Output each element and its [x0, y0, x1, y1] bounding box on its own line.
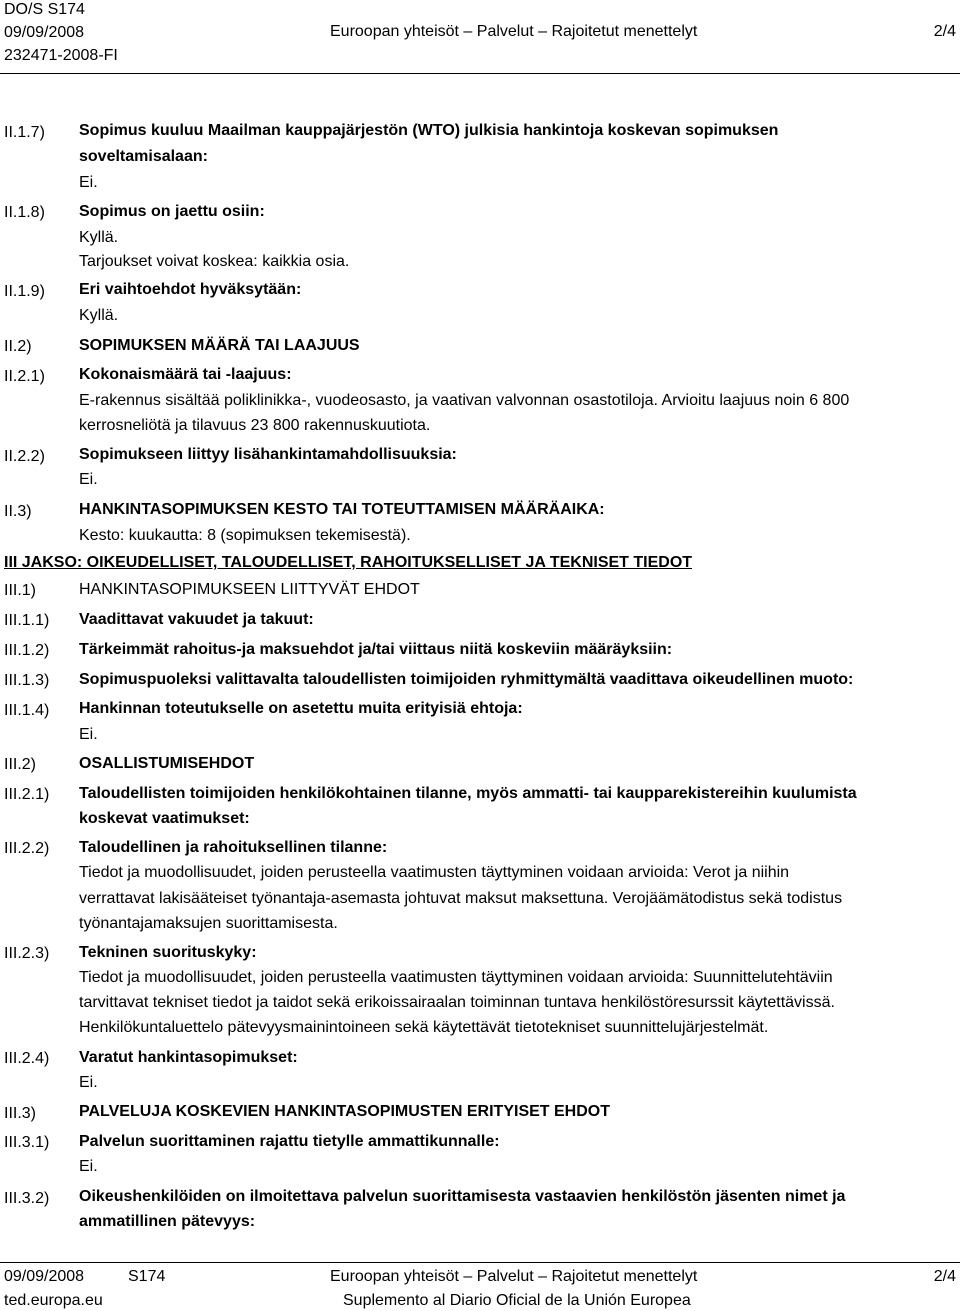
footer-rule	[0, 1262, 960, 1263]
item-number: III.1)	[4, 582, 37, 599]
item-number: III.2.4)	[4, 1050, 50, 1067]
item-text: E-rakennus sisältää poliklinikka-, vuodeosasto, ja vaativan valvonnan osastotiloja. Arvioitu laajuus noin 6 800	[79, 392, 850, 409]
item-text: ammatillinen pätevyys:	[79, 1213, 256, 1230]
item-text: soveltamisalaan:	[79, 148, 208, 165]
item-text: verrattavat lakisääteiset työnantaja-asemasta johtuvat maksut maksettuna. Verojäämätodistus sekä todistus	[79, 890, 843, 907]
item-number: II.2.2)	[4, 448, 45, 465]
footer-subtitle: Suplemento al Diario Oficial de la Unión Europea	[343, 1292, 691, 1309]
item-text: SOPIMUKSEN MÄÄRÄ TAI LAAJUUS	[79, 337, 360, 354]
section-heading: III JAKSO: OIKEUDELLISET, TALOUDELLISET, RAHOITUKSELLISET JA TEKNISET TIEDOT	[4, 554, 693, 571]
item-number: III.3.2)	[4, 1190, 50, 1207]
header-title: Euroopan yhteisöt – Palvelut – Rajoitetut menettelyt	[330, 23, 698, 40]
item-text: Ei.	[79, 174, 98, 191]
item-text: Ei.	[79, 726, 98, 743]
item-text: Taloudellinen ja rahoituksellinen tilanne:	[79, 839, 388, 856]
item-text: HANKINTASOPIMUKSEEN LIITTYVÄT EHDOT	[79, 581, 420, 598]
item-number: II.2)	[4, 338, 32, 355]
item-number: III.1.2)	[4, 642, 50, 659]
item-text: Tärkeimmät rahoitus-ja maksuehdot ja/tai viittaus niitä koskeviin määräyksiin:	[79, 641, 673, 658]
item-text: Sopimuspuoleksi valittavalta taloudellisten toimijoiden ryhmittymältä vaadittava oikeudellinen muoto:	[79, 671, 854, 688]
item-text: OSALLISTUMISEHDOT	[79, 755, 255, 772]
item-number: II.1.8)	[4, 204, 45, 221]
item-text: tarvittavat tekniset tiedot ja taidot sekä erikoissairaalan toiminnan tuntava henkilöstöresurssit käytettävissä.	[79, 994, 835, 1011]
item-text: Ei.	[79, 1158, 98, 1175]
item-number: II.1.9)	[4, 283, 45, 300]
item-number: III.2.1)	[4, 786, 50, 803]
item-text: Henkilökuntaluettelo pätevyysmainintoineen sekä käytettävät tietotekniset suunnittelujärjestelmät.	[79, 1019, 769, 1036]
item-text: Tekninen suorituskyky:	[79, 944, 257, 961]
item-text: Taloudellisten toimijoiden henkilökohtainen tilanne, myös ammatti- tai kaupparekistereihin kuulumista	[79, 785, 857, 802]
item-number: II.2.1)	[4, 368, 45, 385]
footer-page-number: 2/4	[933, 1268, 956, 1285]
item-text: Sopimus kuuluu Maailman kauppajärjestön (WTO) julkisia hankintoja koskevan sopimuksen	[79, 122, 779, 139]
item-text: Vaadittavat vakuudet ja takuut:	[79, 611, 314, 628]
document-id: DO/S S174	[4, 1, 85, 18]
item-text: Oikeushenkilöiden on ilmoitettava palvelun suorittamisesta vastaavien henkilöstön jäsenten nimet ja	[79, 1188, 846, 1205]
item-text: Kyllä.	[79, 307, 119, 324]
item-text: Eri vaihtoehdot hyväksytään:	[79, 281, 302, 298]
footer-title: Euroopan yhteisöt – Palvelut – Rajoitetut menettelyt	[330, 1268, 698, 1285]
item-text: HANKINTASOPIMUKSEN KESTO TAI TOTEUTTAMISEN MÄÄRÄAIKA:	[79, 501, 605, 518]
item-text: kerrosneliötä ja tilavuus 23 800 rakennuskuutiota.	[79, 417, 431, 434]
header-rule	[0, 73, 960, 74]
item-text: Hankinnan toteutukselle on asetettu muita erityisiä ehtoja:	[79, 700, 523, 717]
item-number: III.1.1)	[4, 612, 50, 629]
item-number: II.3)	[4, 503, 32, 520]
footer-series: S174	[128, 1268, 166, 1285]
item-text: Palvelun suorittaminen rajattu tietylle ammattikunnalle:	[79, 1133, 500, 1150]
item-number: III.2.3)	[4, 945, 50, 962]
item-number: III.2.2)	[4, 840, 50, 857]
item-text: koskevat vaatimukset:	[79, 810, 250, 827]
item-text: Sopimus on jaettu osiin:	[79, 203, 265, 220]
footer-date: 09/09/2008	[4, 1268, 85, 1285]
item-number: III.3)	[4, 1105, 37, 1122]
item-text: Kokonaismäärä tai -laajuus:	[79, 366, 292, 383]
notice-reference: 232471-2008-FI	[4, 47, 118, 64]
item-text: Varatut hankintasopimukset:	[79, 1049, 298, 1066]
item-text: Tarjoukset voivat koskea: kaikkia osia.	[79, 253, 350, 270]
item-number: III.1.4)	[4, 702, 50, 719]
footer-site-link[interactable]: ted.europa.eu	[4, 1292, 103, 1309]
item-text: työnantajamaksujen suorittamisesta.	[79, 915, 338, 932]
item-number: III.3.1)	[4, 1134, 50, 1151]
item-number: III.1.3)	[4, 672, 50, 689]
item-text: Kesto: kuukautta: 8 (sopimuksen tekemisestä).	[79, 527, 411, 544]
item-text: Sopimukseen liittyy lisähankintamahdollisuuksia:	[79, 446, 457, 463]
item-text: Tiedot ja muodollisuudet, joiden perusteella vaatimusten täyttyminen voidaan arvioida: Suunnittelutehtäviin	[79, 969, 833, 986]
header-date: 09/09/2008	[4, 24, 85, 41]
item-number: III.2)	[4, 756, 37, 773]
item-text: Ei.	[79, 1074, 98, 1091]
item-text: Tiedot ja muodollisuudet, joiden perusteella vaatimusten täyttyminen voidaan arvioida: Verot ja niihin	[79, 864, 790, 881]
header-page-number: 2/4	[933, 23, 956, 40]
item-number: II.1.7)	[4, 124, 45, 141]
item-text: PALVELUJA KOSKEVIEN HANKINTASOPIMUSTEN ERITYISET EHDOT	[79, 1103, 611, 1120]
item-text: Kyllä.	[79, 229, 119, 246]
item-text: Ei.	[79, 471, 98, 488]
